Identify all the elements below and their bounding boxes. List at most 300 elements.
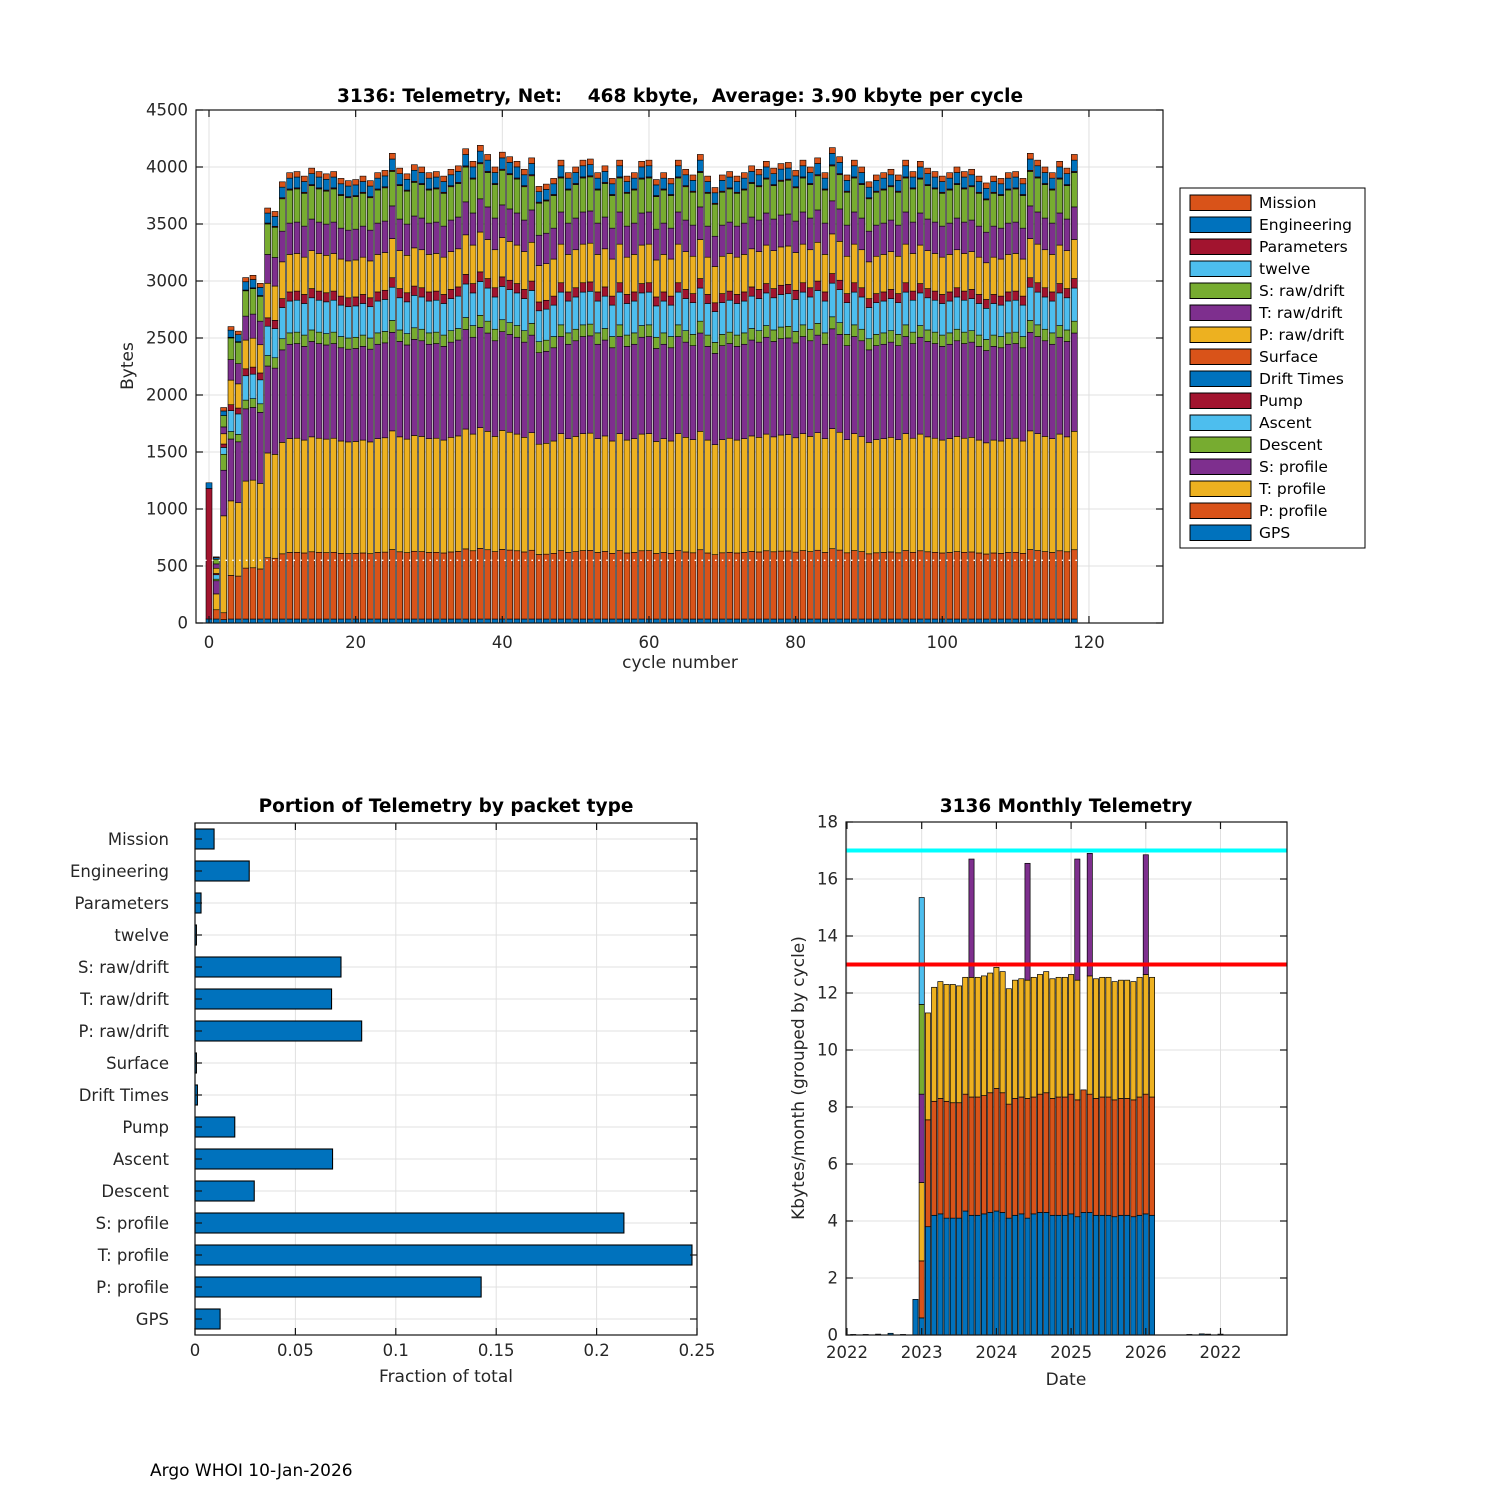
bar-segment-descent bbox=[257, 404, 263, 413]
bar-segment-pump bbox=[573, 288, 579, 297]
bar-segment-p-profile bbox=[800, 551, 806, 619]
bar-segment-engineering bbox=[573, 173, 579, 184]
bar-segment-p-raw-drift bbox=[1057, 245, 1063, 284]
bar-segment-p-raw-drift bbox=[917, 245, 923, 284]
bar-segment-s-raw-drift bbox=[734, 193, 740, 226]
bar-segment-t-raw-drift bbox=[213, 564, 219, 568]
bar-segment-mission bbox=[998, 178, 1004, 183]
monthly-bar-segment bbox=[1093, 1215, 1098, 1335]
bar-segment-descent bbox=[441, 335, 447, 346]
bar-segment-p-raw-drift bbox=[477, 232, 483, 272]
bar-segment-p-raw-drift bbox=[939, 257, 945, 294]
bar-segment-s-raw-drift bbox=[1064, 186, 1070, 219]
bar-segment-t-profile bbox=[301, 440, 307, 553]
bar-segment-t-profile bbox=[778, 435, 784, 551]
bar-segment-p-profile bbox=[287, 552, 293, 619]
bar-segment-mission bbox=[741, 173, 747, 178]
bar-segment-pump bbox=[463, 274, 469, 284]
bar-segment-t-profile bbox=[763, 434, 769, 551]
bar-segment-descent bbox=[580, 325, 586, 337]
bar-segment-descent bbox=[587, 324, 593, 336]
bar-segment-mission bbox=[301, 176, 307, 181]
bar-segment-t-profile bbox=[697, 431, 703, 549]
bar-segment-s-profile bbox=[367, 349, 373, 442]
bar-segment-s-profile bbox=[991, 346, 997, 440]
bar-segment-t-raw-drift bbox=[734, 226, 740, 257]
bar-segment-s-raw-drift bbox=[983, 200, 989, 232]
bar-segment-p-raw-drift bbox=[543, 264, 549, 301]
bar-segment-engineering bbox=[749, 171, 755, 182]
bar-segment-s-profile bbox=[866, 350, 872, 442]
bar-segment-mission bbox=[646, 160, 652, 166]
monthly-bar-segment bbox=[1050, 1098, 1055, 1215]
bar-segment-t-raw-drift bbox=[353, 229, 359, 260]
bar-segment-t-profile bbox=[675, 434, 681, 551]
bar-segment-p-profile bbox=[954, 552, 960, 619]
bar-segment-descent bbox=[228, 432, 234, 439]
bar-segment-p-profile bbox=[690, 553, 696, 619]
bar-segment-s-profile bbox=[851, 337, 857, 434]
bar-segment-t-profile bbox=[492, 436, 498, 551]
bar-segment-descent bbox=[536, 342, 542, 353]
bar-segment-descent bbox=[558, 325, 564, 337]
bar-segment-pump bbox=[917, 284, 923, 293]
monthly-bar-segment bbox=[938, 982, 943, 1099]
bar-segment-t-profile bbox=[624, 440, 630, 553]
bar-segment-p-profile bbox=[265, 558, 271, 619]
y-tick-label: 10 bbox=[817, 1040, 838, 1060]
bar-segment-p-profile bbox=[470, 551, 476, 619]
bar-segment-t-profile bbox=[477, 428, 483, 549]
bar-segment-t-raw-drift bbox=[866, 231, 872, 262]
bar-segment-mission bbox=[844, 175, 850, 180]
bar-segment-mission bbox=[536, 186, 542, 191]
bar-segment-ascent bbox=[353, 306, 359, 337]
bar-segment-s-raw-drift bbox=[749, 184, 755, 217]
bar-segment-t-raw-drift bbox=[397, 219, 403, 251]
bar-segment-t-profile bbox=[565, 439, 571, 553]
bar-segment-engineering bbox=[683, 175, 689, 186]
bar-segment-ascent bbox=[683, 299, 689, 331]
bar-segment-s-profile bbox=[976, 346, 982, 440]
bar-segment-p-raw-drift bbox=[815, 242, 821, 281]
bar-segment-ascent bbox=[1064, 298, 1070, 330]
monthly-bars bbox=[851, 853, 1223, 1335]
bar-segment-t-raw-drift bbox=[771, 219, 777, 251]
bar-segment-engineering bbox=[954, 173, 960, 184]
bar-segment-mission bbox=[859, 167, 865, 173]
bar-segment-p-profile bbox=[543, 554, 549, 619]
bar-segment-s-raw-drift bbox=[976, 193, 982, 226]
bar-segment-mission bbox=[448, 169, 454, 175]
bar-segment-p-profile bbox=[514, 551, 520, 619]
bar-segment-s-profile bbox=[1057, 337, 1063, 434]
bar-segment-t-raw-drift bbox=[580, 212, 586, 244]
bar-segment-p-profile bbox=[477, 548, 483, 619]
bar-segment-t-raw-drift bbox=[646, 212, 652, 244]
bar-segment-pump bbox=[595, 292, 601, 301]
bar-segment-engineering bbox=[1042, 173, 1048, 184]
bar-segment-mission bbox=[954, 167, 960, 173]
bar-segment-t-profile bbox=[631, 439, 637, 553]
bar-segment-t-raw-drift bbox=[712, 236, 718, 266]
bar-segment-s-raw-drift bbox=[397, 186, 403, 219]
monthly-bar-segment bbox=[1012, 980, 1017, 1098]
bar-segment-p-profile bbox=[235, 576, 241, 619]
bar-segment-s-raw-drift bbox=[727, 189, 733, 222]
bar-segment-pump bbox=[294, 291, 300, 300]
bar-segment-t-raw-drift bbox=[316, 222, 322, 253]
bar-segment-t-profile bbox=[793, 438, 799, 552]
monthly-bar-segment bbox=[950, 984, 955, 1102]
bar-segment-s-profile bbox=[397, 341, 403, 436]
bar-segment-p-raw-drift bbox=[998, 259, 1004, 296]
bar-segment-pump bbox=[228, 405, 234, 411]
category-label: Drift Times bbox=[78, 1086, 169, 1105]
legend-label: Parameters bbox=[1259, 238, 1348, 256]
bar-segment-t-raw-drift bbox=[800, 212, 806, 244]
bar-segment-p-raw-drift bbox=[551, 259, 557, 296]
bar-segment-engineering bbox=[697, 160, 703, 171]
monthly-bar-segment bbox=[1012, 1098, 1017, 1215]
bar-segment-p-raw-drift bbox=[727, 253, 733, 291]
bar-segment-t-raw-drift bbox=[1042, 218, 1048, 250]
bar-segment-mission bbox=[822, 173, 828, 178]
bar-segment-t-profile bbox=[815, 433, 821, 551]
bar-segment-engineering bbox=[1064, 174, 1070, 185]
bar-segment-s-profile bbox=[404, 345, 410, 439]
bar-segment-p-raw-drift bbox=[257, 345, 263, 373]
bar-segment-t-profile bbox=[668, 441, 674, 553]
bar-segment-pump bbox=[631, 292, 637, 301]
bar-segment-mission bbox=[1020, 178, 1026, 183]
bar-segment-s-profile bbox=[939, 346, 945, 440]
bar-segment-engineering bbox=[419, 173, 425, 184]
bar-segment-ascent bbox=[749, 296, 755, 328]
bar-segment-t-raw-drift bbox=[521, 220, 527, 252]
bar-segment-p-raw-drift bbox=[969, 252, 975, 290]
bar-segment-t-profile bbox=[309, 437, 315, 552]
bar-segment-s-raw-drift bbox=[763, 179, 769, 213]
bar-segment-p-raw-drift bbox=[360, 257, 366, 294]
bar-segment-engineering bbox=[873, 180, 879, 191]
bar-segment-descent bbox=[250, 399, 256, 408]
bar-segment-s-raw-drift bbox=[382, 188, 388, 221]
bar-segment-s-profile bbox=[793, 343, 799, 438]
bar-segment-t-raw-drift bbox=[536, 235, 542, 265]
bar-segment-engineering bbox=[235, 335, 241, 342]
monthly-bar-segment bbox=[1000, 1093, 1005, 1213]
portion-bar-p-raw-drift bbox=[195, 1021, 362, 1041]
bar-segment-descent bbox=[712, 342, 718, 353]
bar-segment-t-raw-drift bbox=[697, 207, 703, 240]
bar-segment-p-profile bbox=[1020, 553, 1026, 619]
bar-segment-descent bbox=[954, 329, 960, 341]
bar-segment-t-profile bbox=[653, 441, 659, 553]
bar-segment-ascent bbox=[925, 298, 931, 330]
bar-segment-engineering bbox=[734, 182, 740, 193]
bar-segment-mission bbox=[1013, 172, 1019, 177]
bar-segment-mission bbox=[433, 172, 439, 177]
bar-segment-p-raw-drift bbox=[851, 244, 857, 283]
bar-segment-ascent bbox=[338, 305, 344, 336]
bar-segment-s-raw-drift bbox=[587, 177, 593, 211]
bar-segment-engineering bbox=[397, 174, 403, 185]
bar-segment-s-raw-drift bbox=[859, 185, 865, 218]
bar-segment-ascent bbox=[602, 296, 608, 328]
bar-segment-pump bbox=[793, 290, 799, 299]
bar-segment-s-raw-drift bbox=[881, 190, 887, 223]
bar-segment-p-profile bbox=[639, 551, 645, 619]
bar-segment-mission bbox=[895, 175, 901, 180]
bar-segment-t-profile bbox=[272, 454, 278, 558]
bar-segment-engineering bbox=[1049, 178, 1055, 189]
bar-segment-t-profile bbox=[932, 438, 938, 552]
bar-segment-mission bbox=[983, 183, 989, 188]
bar-segment-t-raw-drift bbox=[265, 254, 271, 283]
bar-segment-descent bbox=[771, 330, 777, 341]
legend-swatch-s-profile bbox=[1190, 459, 1251, 475]
bar-segment-t-profile bbox=[741, 439, 747, 553]
monthly-bar-segment bbox=[1037, 1212, 1042, 1335]
bar-segment-descent bbox=[287, 333, 293, 344]
bar-segment-t-profile bbox=[917, 434, 923, 551]
bar-segment-t-profile bbox=[448, 437, 454, 552]
bar-segment-engineering bbox=[1020, 184, 1026, 195]
bar-segment-t-raw-drift bbox=[727, 222, 733, 253]
bar-segment-t-profile bbox=[998, 441, 1004, 553]
bar-segment-engineering bbox=[287, 178, 293, 189]
bar-segment-pump bbox=[727, 291, 733, 300]
bar-segment-descent bbox=[1013, 332, 1019, 343]
bar-segment-engineering bbox=[741, 178, 747, 189]
bar-segment-ascent bbox=[441, 303, 447, 335]
bar-segment-p-profile bbox=[807, 552, 813, 619]
bar-segment-descent bbox=[639, 326, 645, 338]
monthly-bar-segment bbox=[1087, 853, 1092, 976]
bar-segment-engineering bbox=[947, 178, 953, 189]
bar-segment-ascent bbox=[309, 298, 315, 330]
y-tick-label: 14 bbox=[817, 926, 838, 946]
bar-segment-pump bbox=[683, 289, 689, 298]
bar-segment-t-profile bbox=[690, 440, 696, 553]
bar-segment-p-profile bbox=[448, 552, 454, 619]
bar-segment-engineering bbox=[639, 167, 645, 178]
bar-segment-t-profile bbox=[1042, 436, 1048, 551]
bar-segment-engineering bbox=[477, 151, 483, 162]
bar-segment-p-profile bbox=[536, 554, 542, 619]
bar-segment-s-raw-drift bbox=[1057, 179, 1063, 213]
bar-segment-s-raw-drift bbox=[433, 189, 439, 222]
bar-segment-p-raw-drift bbox=[807, 250, 813, 288]
bar-segment-p-raw-drift bbox=[881, 254, 887, 292]
bar-segment-p-raw-drift bbox=[1049, 254, 1055, 292]
bar-segment-mission bbox=[565, 173, 571, 178]
bar-segment-t-raw-drift bbox=[998, 228, 1004, 259]
bar-segment-t-raw-drift bbox=[1064, 219, 1070, 251]
bar-segment-p-profile bbox=[463, 549, 469, 619]
bar-segment-engineering bbox=[1005, 178, 1011, 189]
bar-segment-p-raw-drift bbox=[558, 244, 564, 283]
bar-segment-pump bbox=[272, 320, 278, 328]
bar-segment-s-raw-drift bbox=[316, 189, 322, 222]
y-tick-label: 0 bbox=[827, 1325, 838, 1345]
x-tick-label: 0 bbox=[189, 1341, 201, 1360]
bar-segment-engineering bbox=[433, 177, 439, 188]
bar-segment-mission bbox=[1064, 168, 1070, 174]
bar-segment-s-profile bbox=[573, 341, 579, 437]
bar-segment-t-profile bbox=[639, 434, 645, 551]
monthly-bar-segment bbox=[1037, 974, 1042, 1094]
bar-segment-t-profile bbox=[265, 453, 271, 558]
bar-segment-engineering bbox=[800, 166, 806, 177]
bar-segment-s-profile bbox=[675, 337, 681, 434]
bar-segment-s-profile bbox=[1042, 341, 1048, 437]
bar-segment-pump bbox=[624, 294, 630, 303]
monthly-bar-segment bbox=[1125, 1215, 1130, 1335]
bar-segment-ascent bbox=[514, 293, 520, 326]
bar-segment-mission bbox=[873, 175, 879, 180]
bar-segment-mission bbox=[580, 160, 586, 166]
bar-segment-s-raw-drift bbox=[932, 189, 938, 222]
bar-segment-pump bbox=[499, 277, 505, 287]
bar-segment-ascent bbox=[382, 299, 388, 331]
monthly-bar-segment bbox=[1112, 982, 1117, 1100]
monthly-bar-segment bbox=[1081, 1090, 1086, 1213]
bar-segment-engineering bbox=[426, 178, 432, 189]
bar-segment-p-raw-drift bbox=[793, 253, 799, 291]
bar-segment-engineering bbox=[624, 182, 630, 193]
bar-segment-pump bbox=[617, 283, 623, 292]
monthly-bar-segment bbox=[969, 1215, 974, 1335]
bar-segment-p-raw-drift bbox=[1071, 239, 1077, 278]
bar-segment-s-raw-drift bbox=[565, 190, 571, 223]
bar-segment-mission bbox=[624, 176, 630, 181]
bar-segment-p-raw-drift bbox=[734, 257, 740, 294]
bar-segment-p-profile bbox=[910, 552, 916, 619]
monthly-bar-segment bbox=[1131, 982, 1136, 1100]
bar-segment-t-raw-drift bbox=[1035, 212, 1041, 244]
bar-segment-s-profile bbox=[382, 343, 388, 438]
bar-segment-t-profile bbox=[1049, 439, 1055, 553]
bar-segment-s-raw-drift bbox=[917, 179, 923, 213]
bar-segment-s-raw-drift bbox=[617, 178, 623, 212]
bar-segment-p-profile bbox=[609, 553, 615, 619]
bar-segment-ascent bbox=[910, 300, 916, 332]
bar-segment-ascent bbox=[646, 292, 652, 325]
bar-segment-s-profile bbox=[360, 346, 366, 440]
monthly-bar-segment bbox=[1143, 1214, 1148, 1335]
y-tick-label: 0 bbox=[177, 613, 188, 633]
bar-segment-p-raw-drift bbox=[631, 254, 637, 292]
bar-segment-pump bbox=[514, 284, 520, 293]
bar-segment-pump bbox=[991, 294, 997, 303]
bar-segment-mission bbox=[1049, 173, 1055, 178]
bar-segment-t-raw-drift bbox=[719, 225, 725, 256]
bar-segment-s-raw-drift bbox=[844, 192, 850, 225]
bar-segment-descent bbox=[624, 335, 630, 346]
bar-segment-p-profile bbox=[712, 555, 718, 619]
bar-segment-t-raw-drift bbox=[639, 213, 645, 245]
x-tick-label: 40 bbox=[491, 633, 513, 652]
bar-segment-t-profile bbox=[551, 441, 557, 553]
monthly-bar-segment bbox=[1012, 1215, 1017, 1335]
bar-segment-p-raw-drift bbox=[983, 263, 989, 300]
bar-segment-engineering bbox=[991, 182, 997, 193]
bar-segment-engineering bbox=[499, 158, 505, 169]
bar-segment-pump bbox=[1049, 292, 1055, 301]
bar-segment-t-profile bbox=[514, 434, 520, 551]
monthly-bar-segment bbox=[925, 1013, 930, 1120]
bar-segment-pump bbox=[492, 288, 498, 297]
bar-segment-p-profile bbox=[602, 551, 608, 619]
legend-label: Surface bbox=[1259, 348, 1319, 366]
bar-segment-descent bbox=[529, 323, 535, 335]
bar-segment-pump bbox=[785, 284, 791, 293]
bar-segment-t-profile bbox=[873, 440, 879, 553]
bar-segment-s-profile bbox=[580, 337, 586, 434]
bar-segment-descent bbox=[866, 339, 872, 350]
bar-segment-mission bbox=[690, 175, 696, 180]
bar-segment-s-profile bbox=[639, 337, 645, 434]
bar-segment-p-profile bbox=[1042, 552, 1048, 619]
bar-segment-descent bbox=[411, 328, 417, 340]
bar-segment-s-profile bbox=[983, 351, 989, 443]
bar-segment-pump bbox=[939, 294, 945, 303]
portion-bar-t-profile bbox=[195, 1245, 692, 1265]
bar-segment-p-raw-drift bbox=[925, 251, 931, 289]
bar-segment-ascent bbox=[411, 295, 417, 327]
bar-segment-s-profile bbox=[778, 339, 784, 435]
bar-segment-s-raw-drift bbox=[536, 203, 542, 235]
bar-segment-t-raw-drift bbox=[661, 223, 667, 254]
bar-segment-p-raw-drift bbox=[991, 257, 997, 294]
bar-segment-p-profile bbox=[866, 554, 872, 619]
bar-segment-pump bbox=[976, 294, 982, 303]
bar-segment-pump bbox=[639, 284, 645, 293]
bar-segment-p-profile bbox=[1013, 552, 1019, 619]
bar-segment-t-profile bbox=[1020, 441, 1026, 553]
bar-segment-t-raw-drift bbox=[602, 217, 608, 249]
bar-segment-s-profile bbox=[521, 342, 527, 437]
bar-segment-s-raw-drift bbox=[477, 164, 483, 199]
bar-segment-p-profile bbox=[932, 552, 938, 619]
monthly-chart-xlabel: Date bbox=[1045, 1370, 1087, 1390]
bar-segment-pump bbox=[844, 294, 850, 303]
bar-segment-descent bbox=[881, 333, 887, 344]
bar-segment-t-raw-drift bbox=[294, 222, 300, 253]
bar-segment-pump bbox=[653, 297, 659, 306]
bar-segment-s-profile bbox=[631, 344, 637, 438]
bar-segment-mission bbox=[1071, 154, 1077, 160]
bar-segment-ascent bbox=[294, 300, 300, 332]
bar-segment-descent bbox=[917, 326, 923, 338]
bar-segment-engineering bbox=[617, 166, 623, 177]
monthly-bar-segment bbox=[1062, 1097, 1067, 1215]
bar-segment-descent bbox=[646, 325, 652, 337]
bar-segment-engineering bbox=[565, 178, 571, 189]
telemetry-bars bbox=[206, 145, 1077, 623]
bar-segment-s-profile bbox=[250, 407, 256, 480]
monthly-bar-segment bbox=[913, 1299, 918, 1335]
monthly-bar-segment bbox=[994, 1211, 999, 1335]
bar-segment-engineering bbox=[580, 166, 586, 177]
bar-segment-s-raw-drift bbox=[800, 178, 806, 212]
legend-swatch-p-raw-drift bbox=[1190, 327, 1251, 343]
bar-segment-engineering bbox=[551, 184, 557, 195]
bar-segment-ascent bbox=[697, 288, 703, 321]
series-legend bbox=[1180, 188, 1365, 548]
